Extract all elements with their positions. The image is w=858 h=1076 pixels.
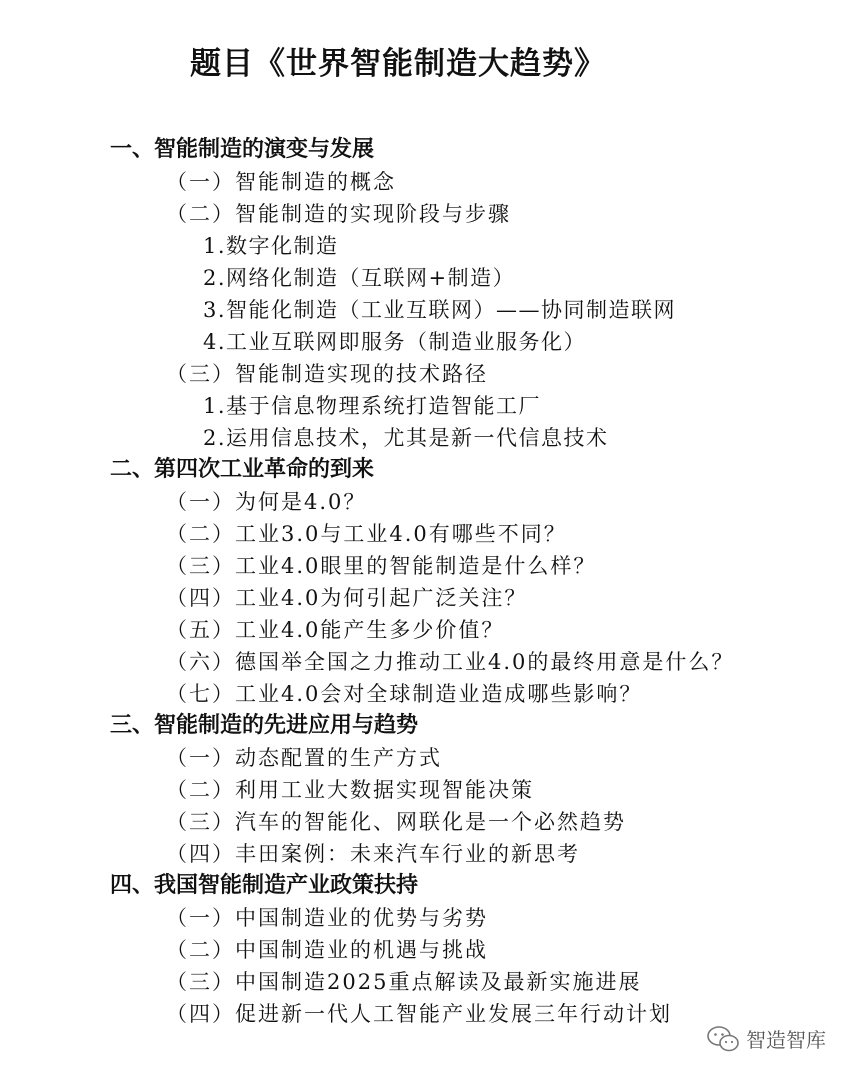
outline-heading-1: 一、智能制造的演变与发展 [110, 137, 375, 162]
outline-subheading: （三）汽车的智能化、网联化是一个必然趋势 [166, 810, 626, 834]
outline-subheading: （二）利用工业大数据实现智能决策 [166, 778, 534, 802]
outline-subheading: （三）工业4.0眼里的智能制造是什么样？ [166, 554, 597, 578]
outline-item: 4.工业互联网即服务（制造业服务化） [203, 330, 587, 354]
outline-subheading: （一）中国制造业的优势与劣势 [166, 906, 488, 930]
outline-subheading: （六）德国举全国之力推动工业4.0的最终用意是什么？ [166, 650, 735, 674]
outline-subheading: （一）智能制造的概念 [166, 170, 396, 194]
outline-subheading: （七）工业4.0会对全球制造业造成哪些影响？ [166, 682, 643, 706]
outline-subheading: （四）促进新一代人工智能产业发展三年行动计划 [166, 1002, 672, 1026]
outline-heading-4: 四、我国智能制造产业政策扶持 [110, 873, 419, 898]
outline-item: 3.智能化制造（工业互联网）——协同制造联网 [203, 298, 677, 322]
outline-subheading: （三）中国制造2025重点解读及最新实施进展 [166, 970, 642, 994]
watermark-text: 智造智库 [746, 1028, 826, 1052]
outline-subheading: （二）工业3.0与工业4.0有哪些不同？ [166, 522, 567, 546]
outline-item: 1.数字化制造 [203, 234, 339, 258]
outline-subheading: （四）丰田案例：未来汽车行业的新思考 [166, 842, 580, 866]
outline-subheading: （一）为何是4.0？ [166, 490, 367, 514]
watermark [706, 1024, 826, 1053]
outline-subheading: （二）智能制造的实现阶段与步骤 [166, 202, 511, 226]
outline-subheading: （三）智能制造实现的技术路径 [166, 362, 488, 386]
outline-heading-2: 二、第四次工业革命的到来 [110, 457, 375, 482]
outline-item: 2.网络化制造（互联网+制造） [203, 266, 516, 290]
outline-subheading: （四）工业4.0为何引起广泛关注？ [166, 586, 528, 610]
document-title: 题目《世界智能制造大趋势》 [190, 46, 606, 82]
outline-subheading: （一）动态配置的生产方式 [166, 746, 442, 770]
outline-heading-3: 三、智能制造的先进应用与趋势 [110, 713, 419, 738]
outline-subheading: （二）中国制造业的机遇与挑战 [166, 938, 488, 962]
outline-item: 1.基于信息物理系统打造智能工厂 [203, 394, 542, 418]
wechat-icon [706, 1025, 740, 1053]
outline-subheading: （五）工业4.0能产生多少价值？ [166, 618, 505, 642]
outline-item: 2.运用信息技术，尤其是新一代信息技术 [203, 426, 609, 450]
